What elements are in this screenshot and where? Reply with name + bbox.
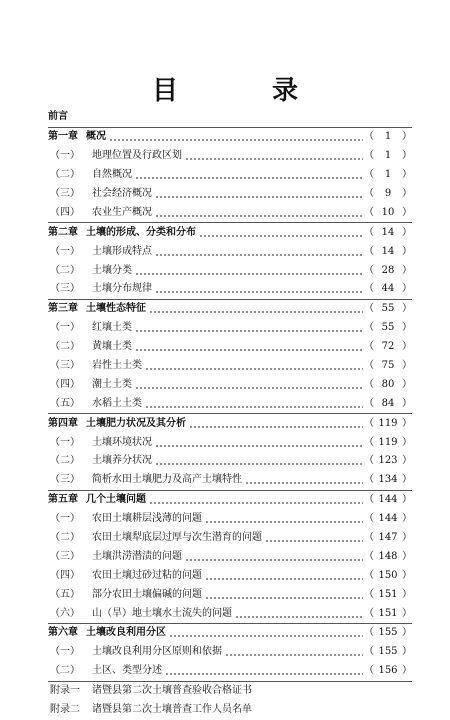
leader-dots — [189, 418, 363, 430]
leader-dots — [135, 341, 363, 353]
toc-section-title: 土壤形成特点 — [92, 245, 152, 257]
toc-section-page-ref — [364, 150, 412, 162]
page-number: 147 — [378, 532, 398, 544]
leader-dots — [155, 207, 363, 219]
toc-chapter-number: 第一章 — [48, 131, 78, 143]
paren-open: （ — [364, 283, 374, 295]
page-number: 10 — [381, 206, 395, 218]
toc-chapter-number: 第四章 — [48, 417, 78, 429]
toc-chapter-page-ref — [364, 227, 412, 239]
toc-section[interactable] — [48, 280, 412, 299]
foreword-label: 前言 — [48, 111, 68, 123]
toc-section-title: 土壤分布规律 — [92, 283, 152, 295]
paren-open: （ — [364, 665, 374, 677]
leader-dots — [135, 169, 363, 181]
paren-close: ） — [402, 283, 412, 295]
paren-open: （ — [364, 322, 374, 334]
page-number: 156 — [378, 665, 398, 677]
page-number: 151 — [378, 607, 398, 619]
paren-close: ） — [402, 322, 412, 334]
paren-close: ） — [402, 360, 412, 372]
leader-dots — [155, 437, 363, 449]
paren-close: ） — [402, 417, 412, 429]
toc-section-page-ref — [364, 207, 412, 219]
toc-section-title: 红壤土类 — [92, 322, 132, 334]
toc-section-number: （一） — [50, 150, 80, 162]
toc-chapter-page-ref — [364, 303, 412, 315]
paren-close: ） — [402, 397, 412, 409]
toc-section-page-ref — [364, 551, 412, 563]
toc-section-number: （三） — [50, 188, 80, 199]
page-number: 134 — [378, 474, 398, 486]
toc-chapter-title: 几个土壤问题 — [86, 494, 146, 506]
toc-section[interactable] — [48, 261, 412, 280]
toc-section-page-ref — [364, 589, 412, 601]
toc-section-number: （四） — [50, 378, 80, 390]
page-number: 123 — [378, 455, 398, 467]
leader-dots — [135, 265, 363, 277]
leader-dots — [185, 150, 363, 162]
paren-close: ） — [402, 264, 412, 276]
toc-appendix-title: 诸暨县第二次土壤普查工作人员名单 — [92, 704, 252, 716]
toc-section-number: （三） — [50, 550, 80, 562]
toc-section-page-ref — [364, 379, 412, 391]
toc-section-number: （一） — [50, 646, 80, 658]
page-number: 155 — [378, 646, 398, 658]
paren-close: ） — [402, 436, 412, 448]
toc-section[interactable] — [48, 529, 412, 548]
paren-close: ） — [402, 550, 412, 562]
toc-section-page-ref — [364, 188, 412, 200]
toc-section[interactable] — [48, 662, 412, 681]
leader-dots — [135, 379, 363, 391]
toc-section[interactable] — [48, 357, 412, 376]
page-number: 144 — [378, 494, 398, 506]
toc-section[interactable] — [48, 433, 412, 452]
toc-section-number: （三） — [50, 283, 80, 295]
toc-section-number: （二） — [50, 665, 80, 677]
page-number: 1 — [384, 150, 392, 162]
paren-open: （ — [364, 588, 374, 600]
toc-section[interactable] — [48, 242, 412, 261]
toc-section-title: 黄壤土类 — [92, 341, 132, 353]
toc-section[interactable] — [48, 375, 412, 394]
toc-section-title: 岩性土土类 — [92, 360, 142, 372]
toc-chapter[interactable] — [48, 491, 412, 510]
page-number: 119 — [378, 417, 398, 429]
toc-chapter-page-ref — [364, 131, 412, 143]
toc-section-number: （五） — [50, 588, 80, 600]
leader-dots — [185, 551, 363, 563]
toc-section-title: 潮土土类 — [92, 378, 132, 390]
toc-chapter[interactable] — [48, 128, 412, 147]
toc-section[interactable] — [48, 166, 412, 185]
toc-section-title: 水稻土土类 — [92, 397, 142, 409]
toc-chapter[interactable] — [48, 624, 412, 643]
toc-section-title: 部分农田土壤偏碱的问题 — [92, 588, 202, 600]
leader-dots — [149, 494, 363, 506]
paren-open: （ — [364, 627, 374, 639]
toc-chapter-page-ref — [364, 627, 412, 639]
paren-open: （ — [364, 646, 374, 658]
page-number: 72 — [381, 341, 395, 353]
leader-dots — [155, 455, 363, 467]
toc-section[interactable] — [48, 452, 412, 471]
paren-open: （ — [364, 607, 374, 619]
paren-open: （ — [364, 206, 374, 218]
paren-open: （ — [364, 378, 374, 390]
toc-section-number: （一） — [50, 513, 80, 525]
toc-section-page-ref — [364, 570, 412, 582]
toc-section-number: （三） — [50, 474, 80, 486]
leader-dots — [205, 570, 363, 582]
toc-chapter-number: 第三章 — [48, 303, 78, 315]
toc-section-title: 社会经济概况 — [92, 188, 152, 199]
page-number: 55 — [381, 322, 395, 334]
page-number: 150 — [378, 569, 398, 581]
page-number: 155 — [378, 627, 398, 639]
toc-section[interactable] — [48, 203, 412, 222]
toc-section-title: 土壤环境状况 — [92, 436, 152, 448]
toc-section-page-ref — [364, 341, 412, 353]
paren-close: ） — [402, 455, 412, 467]
toc-chapter-title: 土壤改良利用分区 — [86, 627, 166, 639]
page-number: 80 — [381, 378, 395, 390]
toc-section-page-ref — [364, 246, 412, 258]
paren-open: （ — [364, 436, 374, 448]
toc-section-number: （二） — [50, 341, 80, 353]
paren-close: ） — [402, 607, 412, 619]
toc-section-number: （二） — [50, 264, 80, 276]
toc-chapter-number: 第二章 — [48, 226, 78, 238]
leader-dots — [109, 131, 363, 143]
toc-section-number: （一） — [50, 322, 80, 334]
toc-section-title: 土区、类型分述 — [92, 665, 162, 677]
toc-section[interactable] — [48, 566, 412, 585]
toc-section-page-ref — [364, 455, 412, 467]
page-number: 148 — [378, 550, 398, 562]
paren-open: （ — [364, 455, 374, 467]
paren-open: （ — [364, 245, 374, 257]
leader-dots — [265, 532, 363, 544]
toc-section-page-ref — [364, 532, 412, 544]
paren-open: （ — [364, 417, 374, 429]
paren-close: ） — [402, 131, 412, 143]
page-number: 119 — [378, 436, 398, 448]
leader-dots — [205, 589, 363, 601]
toc-section[interactable] — [48, 471, 412, 490]
toc-chapter-page-ref — [364, 418, 412, 430]
leader-dots — [135, 322, 363, 334]
toc-foreword[interactable] — [48, 108, 412, 127]
paren-close: ） — [402, 226, 412, 238]
toc-chapter-number: 第五章 — [48, 494, 78, 506]
paren-open: （ — [364, 226, 374, 238]
toc-section-page-ref — [364, 169, 412, 181]
toc-section[interactable] — [48, 643, 412, 662]
toc-chapter[interactable] — [48, 223, 412, 242]
page-number: 14 — [381, 245, 395, 257]
paren-close: ） — [402, 627, 412, 639]
page-number: 9 — [384, 188, 392, 199]
paren-open: （ — [364, 341, 374, 353]
paren-close: ） — [402, 474, 412, 486]
paren-open: （ — [364, 550, 374, 562]
paren-close: ） — [402, 665, 412, 677]
toc-section-title: 山（旱）地土壤水土流失的问题 — [92, 607, 232, 619]
leader-dots — [155, 188, 363, 200]
toc-section-title: 农田土壤过砂过粘的问题 — [92, 569, 202, 581]
leader-dots — [155, 283, 363, 295]
toc-section-number: （二） — [50, 455, 80, 467]
toc-appendix-number: 附录一 — [50, 685, 80, 697]
toc-section[interactable] — [48, 604, 412, 623]
toc-section-title: 土壤改良利用分区原则和依据 — [92, 646, 222, 658]
toc-section-page-ref — [364, 665, 412, 677]
toc-section[interactable] — [48, 147, 412, 166]
leader-dots — [199, 227, 363, 239]
toc-section-number: （四） — [50, 569, 80, 581]
toc-chapter-number: 第六章 — [48, 627, 78, 639]
leader-dots — [145, 360, 363, 372]
paren-open: （ — [364, 513, 374, 525]
paren-close: ） — [402, 303, 412, 315]
toc-chapter-title: 土壤肥力状况及其分析 — [86, 417, 186, 429]
paren-open: （ — [364, 264, 374, 276]
toc-chapter-page-ref — [364, 494, 412, 506]
toc-section-page-ref — [364, 265, 412, 277]
toc-section-title: 农田土壤耕层浅薄的问题 — [92, 513, 202, 525]
paren-open: （ — [364, 188, 374, 199]
toc-chapter[interactable] — [48, 300, 412, 319]
toc-section[interactable] — [48, 394, 412, 413]
paren-close: ） — [402, 341, 412, 353]
toc-section-title: 简析水田土壤肥力及高产土壤特性 — [92, 474, 242, 486]
toc-section-page-ref — [364, 513, 412, 525]
toc-section-number: （二） — [50, 169, 80, 181]
toc-section-title: 农业生产概况 — [92, 206, 152, 218]
paren-close: ） — [402, 150, 412, 162]
toc-section-page-ref — [364, 322, 412, 334]
toc-section-page-ref — [364, 608, 412, 620]
paren-open: （ — [364, 494, 374, 506]
toc-section-title: 土壤分类 — [92, 264, 132, 276]
toc-chapter-title: 概况 — [86, 131, 106, 143]
page-number: 1 — [384, 131, 392, 143]
toc-chapter-title: 土壤性态特征 — [86, 303, 146, 315]
toc-chapter-title: 土壤的形成、分类和分布 — [86, 226, 196, 238]
leader-dots — [149, 303, 363, 315]
toc-section-number: （一） — [50, 245, 80, 257]
paren-close: ） — [402, 646, 412, 658]
paren-open: （ — [364, 397, 374, 409]
toc-section[interactable] — [48, 338, 412, 357]
toc-section[interactable] — [48, 585, 412, 604]
page-number: 44 — [381, 283, 395, 295]
page-title: 目 录 — [151, 76, 332, 106]
toc-section-title: 农田土壤犁底层过厚与次生潜育的问题 — [92, 532, 262, 544]
paren-close: ） — [402, 188, 412, 199]
table-of-contents — [48, 108, 412, 720]
toc-appendix-number: 附录二 — [50, 704, 80, 716]
page-number: 55 — [381, 303, 395, 315]
paren-open: （ — [364, 474, 374, 486]
page-number: 84 — [381, 397, 395, 409]
paren-open: （ — [364, 169, 374, 181]
page-number: 1 — [384, 169, 392, 181]
paren-close: ） — [402, 494, 412, 506]
toc-section-page-ref — [364, 398, 412, 410]
leader-dots — [165, 665, 363, 677]
toc-section-number: （一） — [50, 436, 80, 448]
toc-appendix[interactable] — [48, 701, 412, 720]
page-number: 144 — [378, 513, 398, 525]
leader-dots — [235, 608, 363, 620]
leader-dots — [169, 627, 363, 639]
paren-close: ） — [402, 245, 412, 257]
page-number: 28 — [381, 264, 395, 276]
toc-section-title: 土壤养分状况 — [92, 455, 152, 467]
paren-close: ） — [402, 588, 412, 600]
paren-open: （ — [364, 360, 374, 372]
paren-close: ） — [402, 169, 412, 181]
toc-section-page-ref — [364, 437, 412, 449]
leader-dots — [205, 513, 363, 525]
toc-section-number: （五） — [50, 397, 80, 409]
paren-open: （ — [364, 569, 374, 581]
toc-section-title: 地理位置及行政区划 — [92, 150, 182, 162]
toc-section[interactable] — [48, 185, 412, 204]
toc-appendix-title: 诸暨县第二次土壤普查验收合格证书 — [92, 685, 252, 697]
toc-section[interactable] — [48, 547, 412, 566]
paren-open: （ — [364, 532, 374, 544]
toc-section-number: （三） — [50, 360, 80, 372]
toc-section[interactable] — [48, 319, 412, 338]
page-number: 151 — [378, 588, 398, 600]
leader-dots — [245, 474, 363, 486]
leader-dots — [155, 246, 363, 258]
toc-section-title: 土壤洪涝潜渍的问题 — [92, 550, 182, 562]
paren-open: （ — [364, 131, 374, 143]
toc-appendix[interactable] — [48, 682, 412, 701]
toc-chapter[interactable] — [48, 414, 412, 433]
paren-close: ） — [402, 206, 412, 218]
paren-open: （ — [364, 150, 374, 162]
toc-section[interactable] — [48, 510, 412, 529]
toc-section-page-ref — [364, 474, 412, 486]
leader-dots — [145, 398, 363, 410]
toc-section-number: （四） — [50, 206, 80, 218]
toc-section-number: （六） — [50, 607, 80, 619]
toc-section-page-ref — [364, 283, 412, 295]
page-number: 14 — [381, 226, 395, 238]
paren-close: ） — [402, 532, 412, 544]
paren-close: ） — [402, 378, 412, 390]
page-number: 75 — [381, 360, 395, 372]
toc-section-number: （二） — [50, 532, 80, 544]
paren-close: ） — [402, 513, 412, 525]
toc-section-page-ref — [364, 360, 412, 372]
paren-close: ） — [402, 569, 412, 581]
toc-section-title: 自然概况 — [92, 169, 132, 181]
paren-open: （ — [364, 303, 374, 315]
